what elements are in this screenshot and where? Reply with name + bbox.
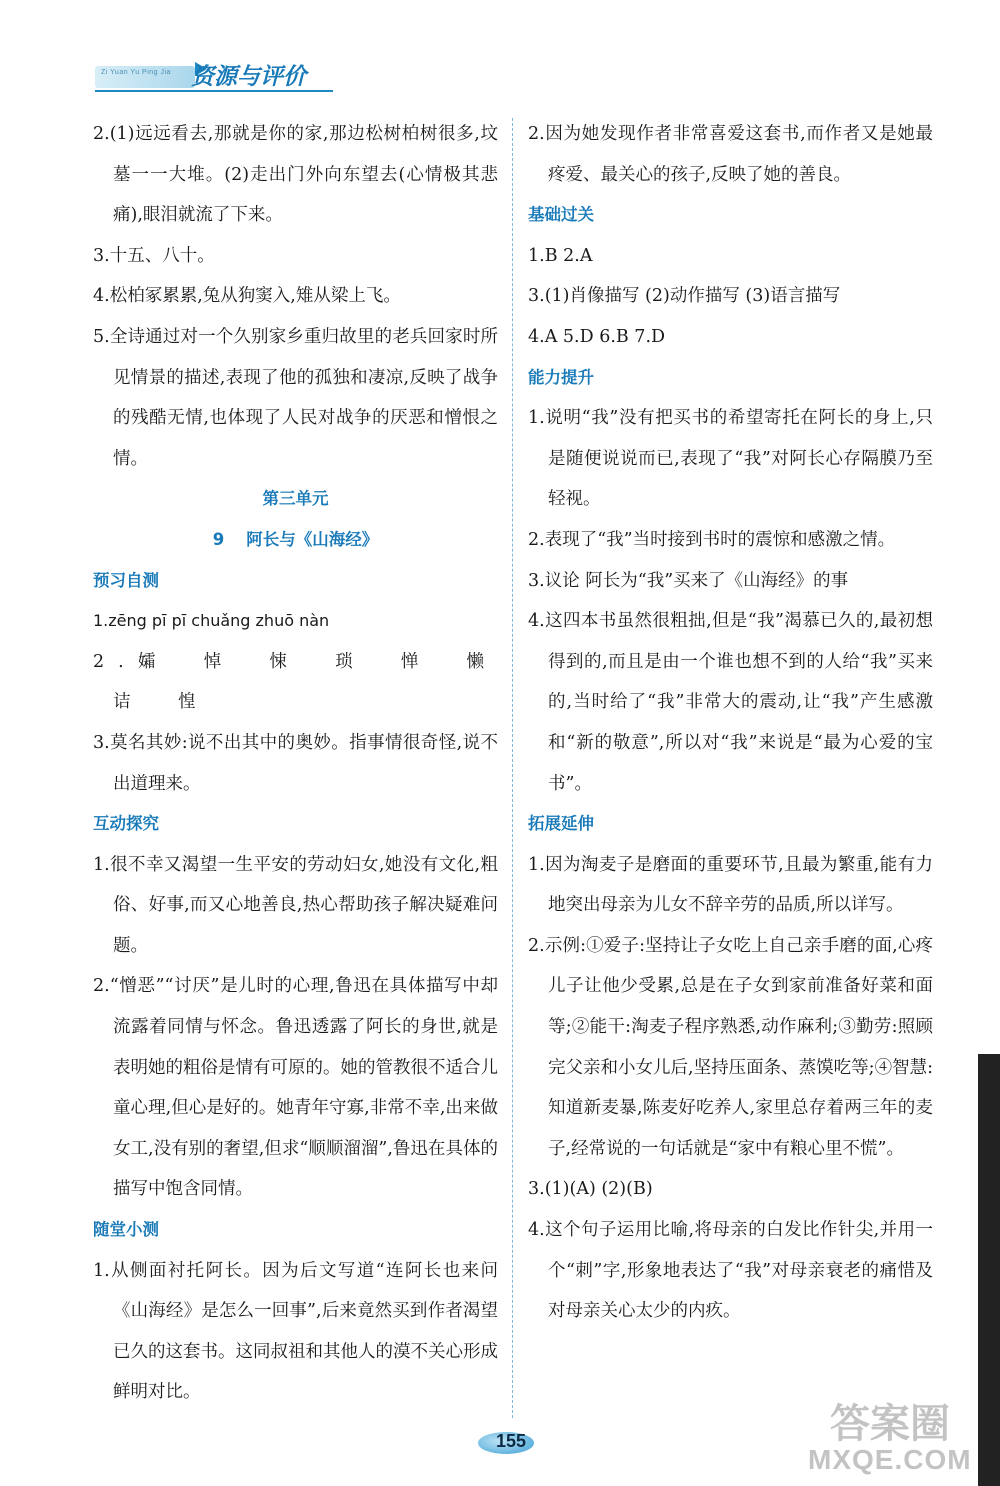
answer-item: 2.“憎恶”“讨厌”是儿时的心理,鲁迅在具体描写中却流露着同情与怀念。鲁迅透露了阿长的身世,就是表明她的粗俗是情有可原的。她的管教很不适合儿童心理,但心是好的。她青年守寡,非常不幸,出来做女工,没有别的奢望,但求“顺顺溜溜”,鲁迅在具体的描写中饱含同情。 bbox=[93, 976, 498, 1200]
section-heading: 能力提升 bbox=[528, 367, 594, 387]
watermark-text: 答案圈 bbox=[830, 1401, 950, 1447]
answer-item: 1.因为淘麦子是磨面的重要环节,且最为繁重,能有力地突出母亲为儿女不辞辛劳的品质,所以详写。 bbox=[528, 854, 933, 916]
answer-item: 2.因为她发现作者非常喜爱这套书,而作者又是她最疼爱、最关心的孩子,反映了她的善良。 bbox=[528, 124, 933, 185]
answer-item: 5.全诗通过对一个久别家乡重归故里的老兵回家时所见情景的描述,表现了他的孤独和凄凉,反映了战争的残酷无情,也体现了人民对战争的厌恶和憎恨之情。 bbox=[93, 326, 498, 469]
book-header bbox=[95, 58, 335, 94]
answer-item: 1.从侧面衬托阿长。因为后文写道“连阿长也来问《山海经》是怎么一回事”,后来竟然买到作者渴望已久的这套书。这同叔祖和其他人的漠不关心形成鲜明对比。 bbox=[93, 1260, 498, 1403]
section-heading: 互动探究 bbox=[93, 814, 159, 834]
section-heading: 基础过关 bbox=[528, 205, 594, 225]
left-column bbox=[93, 114, 498, 1413]
answer-item: 1.B 2.A bbox=[528, 245, 593, 266]
section-heading: 随堂小测 bbox=[93, 1220, 159, 1240]
watermark-url: MXQE.COM bbox=[808, 1444, 972, 1475]
answer-item: 2.表现了“我”当时接到书时的震惊和感激之情。 bbox=[528, 529, 896, 550]
answer-item: 3.(1)肖像描写 (2)动作描写 (3)语言描写 bbox=[528, 286, 841, 307]
answer-item: 1.很不幸又渴望一生平安的劳动妇女,她没有文化,粗俗、好事,而又心地善良,热心帮助孩子解决疑难问题。 bbox=[93, 854, 498, 956]
lesson-title: 阿长与《山海经》 bbox=[246, 529, 379, 549]
section-heading: 预习自测 bbox=[93, 570, 159, 590]
answer-item: 3.十五、八十。 bbox=[93, 245, 215, 266]
answer-item: 4.A 5.D 6.B 7.D bbox=[528, 326, 666, 347]
answer-item: 3.莫名其妙:说不出其中的奥妙。指事情很奇怪,说不出道理来。 bbox=[93, 732, 498, 794]
watermark-logo bbox=[800, 1392, 990, 1482]
unit-title: 第三单元 bbox=[262, 489, 329, 509]
answer-item: 3.议论 阿长为“我”买来了《山海经》的事 bbox=[528, 570, 849, 591]
answer-item: 4.松柏冢累累,兔从狗窦入,雉从梁上飞。 bbox=[93, 286, 401, 307]
answer-item: 1.zēng pī pī chuǎng zhuō nàn bbox=[93, 611, 330, 631]
book-title: 资源与评价 bbox=[191, 64, 306, 90]
right-column bbox=[528, 114, 933, 1332]
answer-item: 4.这四本书虽然很粗拙,但是“我”渴慕已久的,最初想得到的,而且是由一个谁也想不到的人给“我”买来的,当时给了“我”非常大的震动,让“我”产生感激和“新的敬意”,所以对“我”来说是“最为心爱的宝书”。 bbox=[528, 611, 933, 794]
section-heading: 拓展延伸 bbox=[528, 814, 594, 834]
answer-item: 3.(1)(A) (2)(B) bbox=[528, 1179, 653, 1200]
lesson-heading bbox=[93, 520, 498, 561]
answer-item: 1.说明“我”没有把买书的希望寄托在阿长的身上,只是随便说说而已,表现了“我”对阿长心存隔膜乃至轻视。 bbox=[528, 408, 933, 510]
lesson-number: 9 bbox=[212, 529, 225, 549]
page-number bbox=[478, 1430, 548, 1456]
page-number-text: 155 bbox=[496, 1431, 527, 1451]
header-band-text: Zi Yuan Yu Ping Jia bbox=[101, 69, 171, 76]
answer-item: 4.这个句子运用比喻,将母亲的白发比作针尖,并用一个“刺”字,形象地表达了“我”对母亲衰老的痛惜及对母亲关心太少的内疚。 bbox=[528, 1220, 933, 1322]
answer-item: 2.(1)远远看去,那就是你的家,那边松树柏树很多,坟墓一一大堆。(2)走出门外向东望去(心情极其悲痛),眼泪就流了下来。 bbox=[93, 124, 498, 226]
answer-item: 2.孀 悼 悚 琐 惮 懒 诘 惶 bbox=[93, 651, 498, 713]
header-rule bbox=[95, 90, 333, 92]
column-divider bbox=[512, 118, 513, 1418]
answer-item: 2.示例:①爱子:坚持让子女吃上自己亲手磨的面,心疼儿子让他少受累,总是在子女到家前准备好菜和面等;②能干:淘麦子程序熟悉,动作麻利;③勤劳:照顾完父亲和小女儿后,坚持压面条、蒸馍吃等;④智慧:知道新麦暴,陈麦好吃养人,家里总存着两三年的麦子,经常说的一句话就是“家中有粮心里不慌”。 bbox=[528, 935, 933, 1159]
